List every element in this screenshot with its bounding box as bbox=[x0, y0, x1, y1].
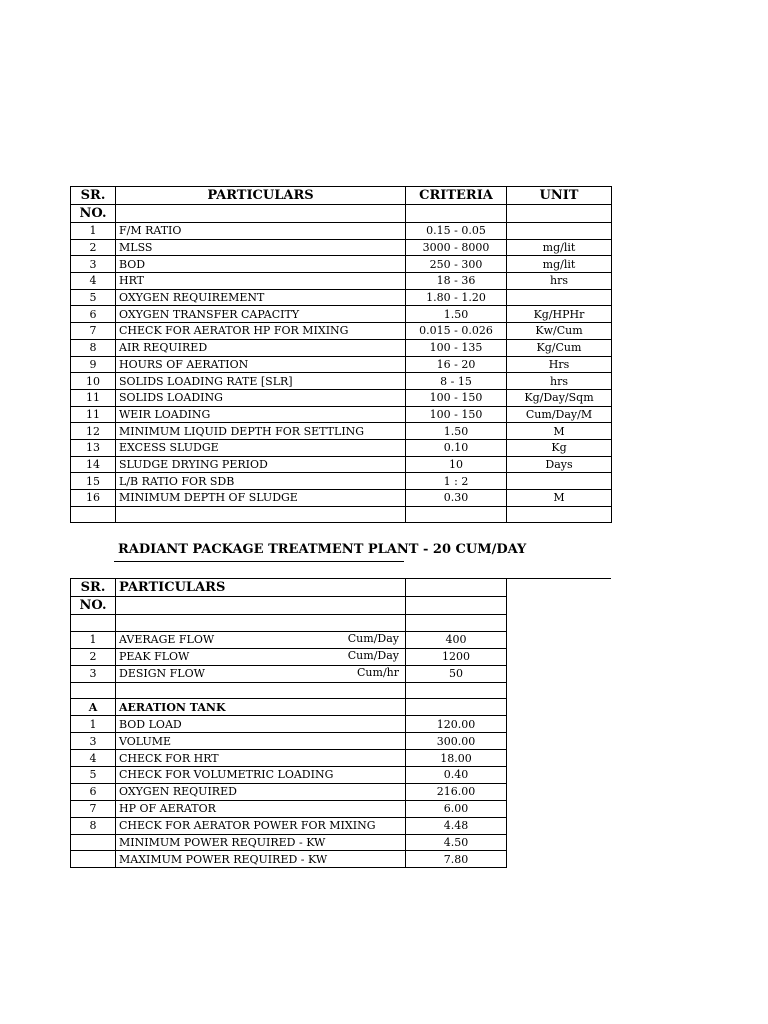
sr-cell: 6 bbox=[71, 783, 116, 800]
table-row bbox=[71, 665, 507, 682]
particulars-cell bbox=[116, 733, 406, 750]
table-row bbox=[71, 389, 612, 406]
sr-cell: 4 bbox=[71, 750, 116, 767]
sr-cell: 1 bbox=[71, 223, 116, 240]
criteria-cell: 100 - 150 bbox=[406, 389, 507, 406]
particulars-cell bbox=[116, 783, 406, 800]
particulars-cell: L/B RATIO FOR SDB bbox=[116, 473, 406, 490]
criteria-cell: 8 - 15 bbox=[406, 373, 507, 390]
particulars-label: CHECK FOR VOLUMETRIC LOADING bbox=[119, 768, 334, 782]
sr-cell: 12 bbox=[71, 423, 116, 440]
table-row bbox=[71, 439, 612, 456]
particulars-cell bbox=[116, 506, 406, 523]
unit-cell: Days bbox=[507, 456, 612, 473]
table-row bbox=[71, 323, 612, 340]
sr-cell: 1 bbox=[71, 716, 116, 733]
sr-cell: 6 bbox=[71, 306, 116, 323]
table-row bbox=[71, 356, 612, 373]
particulars-cell: OXYGEN TRANSFER CAPACITY bbox=[116, 306, 406, 323]
sr-cell: 9 bbox=[71, 356, 116, 373]
sr-cell: 8 bbox=[71, 339, 116, 356]
table-row bbox=[71, 682, 507, 699]
table-row bbox=[71, 615, 507, 632]
unit-cell: M bbox=[507, 423, 612, 440]
criteria-cell: 1.80 - 1.20 bbox=[406, 289, 507, 306]
table-row bbox=[71, 490, 612, 507]
table-row bbox=[71, 256, 612, 273]
sr-cell: 2 bbox=[71, 648, 116, 665]
criteria-header: CRITERIA bbox=[406, 187, 507, 205]
particulars-label: MINIMUM POWER REQUIRED - KW bbox=[119, 836, 326, 850]
unit-cell: mg/lit bbox=[507, 256, 612, 273]
sr-cell: 4 bbox=[71, 273, 116, 290]
value-cell: 400 bbox=[406, 631, 507, 648]
sr-cell: 3 bbox=[71, 665, 116, 682]
table-row bbox=[71, 306, 612, 323]
particulars-cell bbox=[116, 699, 406, 716]
particulars-cell: WEIR LOADING bbox=[116, 406, 406, 423]
sr-cell: 16 bbox=[71, 490, 116, 507]
particulars-label: AERATION TANK bbox=[119, 700, 226, 714]
sr-cell: 1 bbox=[71, 631, 116, 648]
criteria-header-row bbox=[71, 187, 612, 205]
table-row bbox=[71, 406, 612, 423]
criteria-cell: 18 - 36 bbox=[406, 273, 507, 290]
criteria-table bbox=[70, 186, 612, 523]
criteria-cell: 0.30 bbox=[406, 490, 507, 507]
table-row bbox=[71, 239, 612, 256]
sr-cell bbox=[71, 615, 116, 632]
particulars-cell: HOURS OF AERATION bbox=[116, 356, 406, 373]
table-row bbox=[71, 373, 612, 390]
criteria-cell: 0.15 - 0.05 bbox=[406, 223, 507, 240]
sr-cell: 3 bbox=[71, 733, 116, 750]
criteria-cell: 0.10 bbox=[406, 439, 507, 456]
criteria-cell: 100 - 150 bbox=[406, 406, 507, 423]
table-row bbox=[71, 699, 507, 716]
table-row bbox=[71, 716, 507, 733]
unit-cell: Kg/Day/Sqm bbox=[507, 389, 612, 406]
table-row bbox=[71, 834, 507, 851]
value-cell: 0.40 bbox=[406, 767, 507, 784]
unit-cell: hrs bbox=[507, 273, 612, 290]
unit-cell bbox=[507, 289, 612, 306]
particulars-cell: SOLIDS LOADING RATE [SLR] bbox=[116, 373, 406, 390]
value-cell: 6.00 bbox=[406, 800, 507, 817]
value-cell bbox=[406, 615, 507, 632]
particulars-cell bbox=[116, 767, 406, 784]
sr-cell: 5 bbox=[71, 767, 116, 784]
table-row bbox=[71, 631, 507, 648]
unit-cell: hrs bbox=[507, 373, 612, 390]
particulars-label: AVERAGE FLOW bbox=[119, 633, 215, 647]
particulars-label: PEAK FLOW bbox=[119, 650, 190, 664]
particulars-cell bbox=[116, 834, 406, 851]
table-row bbox=[71, 800, 507, 817]
particulars-cell bbox=[116, 817, 406, 834]
table-row bbox=[71, 750, 507, 767]
sr-cell: 5 bbox=[71, 289, 116, 306]
table-row bbox=[71, 223, 612, 240]
particulars-label: VOLUME bbox=[119, 734, 172, 748]
table-row bbox=[71, 289, 612, 306]
unit-cell: Kg/HPHr bbox=[507, 306, 612, 323]
particulars-cell: SLUDGE DRYING PERIOD bbox=[116, 456, 406, 473]
sr-cell: 3 bbox=[71, 256, 116, 273]
particulars-cell bbox=[116, 665, 406, 682]
particulars-cell: EXCESS SLUDGE bbox=[116, 439, 406, 456]
unit-label: Cum/Day bbox=[347, 648, 399, 662]
design-header-row-2 bbox=[71, 597, 507, 615]
unit-cell: Kg/Cum bbox=[507, 339, 612, 356]
table-row bbox=[71, 506, 612, 523]
table-row bbox=[71, 767, 507, 784]
particulars-cell bbox=[116, 800, 406, 817]
sr-header: SR. bbox=[71, 579, 116, 597]
criteria-cell: 250 - 300 bbox=[406, 256, 507, 273]
particulars-cell: MINIMUM LIQUID DEPTH FOR SETTLING bbox=[116, 423, 406, 440]
table-row bbox=[71, 273, 612, 290]
table-row bbox=[71, 733, 507, 750]
sr-cell: 2 bbox=[71, 239, 116, 256]
sr-cell: 13 bbox=[71, 439, 116, 456]
value-cell: 18.00 bbox=[406, 750, 507, 767]
particulars-label: BOD LOAD bbox=[119, 717, 182, 731]
particulars-label: HP OF AERATOR bbox=[119, 802, 216, 816]
sr-cell: 14 bbox=[71, 456, 116, 473]
table-row bbox=[71, 339, 612, 356]
particulars-header: PARTICULARS bbox=[116, 187, 406, 205]
design-header-row bbox=[71, 579, 507, 597]
value-cell: 4.50 bbox=[406, 834, 507, 851]
value-cell: 7.80 bbox=[406, 851, 507, 868]
criteria-header-row-2 bbox=[71, 205, 612, 223]
table-row bbox=[71, 456, 612, 473]
sr-cell: 8 bbox=[71, 817, 116, 834]
value-cell bbox=[406, 682, 507, 699]
unit-cell bbox=[507, 223, 612, 240]
particulars-cell: MINIMUM DEPTH OF SLUDGE bbox=[116, 490, 406, 507]
table-row bbox=[71, 473, 612, 490]
criteria-cell: 16 - 20 bbox=[406, 356, 507, 373]
unit-cell: Cum/Day/M bbox=[507, 406, 612, 423]
table-row bbox=[71, 648, 507, 665]
criteria-cell: 1.50 bbox=[406, 306, 507, 323]
sr-cell: 7 bbox=[71, 323, 116, 340]
particulars-cell: SOLIDS LOADING bbox=[116, 389, 406, 406]
table-row bbox=[71, 851, 507, 868]
criteria-cell: 100 - 135 bbox=[406, 339, 507, 356]
table-row bbox=[71, 817, 507, 834]
value-cell: 300.00 bbox=[406, 733, 507, 750]
particulars-label: DESIGN FLOW bbox=[119, 667, 205, 681]
sr-cell: 11 bbox=[71, 389, 116, 406]
sr-cell bbox=[71, 506, 116, 523]
sr-header: SR. bbox=[71, 187, 116, 205]
value-cell: 120.00 bbox=[406, 716, 507, 733]
particulars-cell bbox=[116, 682, 406, 699]
sr-cell: A bbox=[71, 699, 116, 716]
unit-cell: mg/lit bbox=[507, 239, 612, 256]
unit-cell: Hrs bbox=[507, 356, 612, 373]
unit-cell: Kw/Cum bbox=[507, 323, 612, 340]
particulars-cell: MLSS bbox=[116, 239, 406, 256]
unit-cell: M bbox=[507, 490, 612, 507]
sr-cell: 10 bbox=[71, 373, 116, 390]
particulars-cell bbox=[116, 648, 406, 665]
unit-cell bbox=[507, 506, 612, 523]
value-cell bbox=[406, 699, 507, 716]
no-header: NO. bbox=[71, 597, 116, 615]
unit-header: UNIT bbox=[507, 187, 612, 205]
particulars-cell: CHECK FOR AERATOR HP FOR MIXING bbox=[116, 323, 406, 340]
sr-cell: 15 bbox=[71, 473, 116, 490]
particulars-label: OXYGEN REQUIRED bbox=[119, 785, 237, 799]
criteria-cell: 10 bbox=[406, 456, 507, 473]
particulars-cell bbox=[116, 716, 406, 733]
particulars-cell bbox=[116, 750, 406, 767]
criteria-cell: 1.50 bbox=[406, 423, 507, 440]
criteria-cell: 1 : 2 bbox=[406, 473, 507, 490]
criteria-cell: 3000 - 8000 bbox=[406, 239, 507, 256]
unit-label: Cum/hr bbox=[357, 665, 399, 679]
particulars-cell bbox=[116, 631, 406, 648]
particulars-cell: OXYGEN REQUIREMENT bbox=[116, 289, 406, 306]
sr-cell bbox=[71, 682, 116, 699]
particulars-label: CHECK FOR HRT bbox=[119, 751, 219, 765]
sr-cell bbox=[71, 851, 116, 868]
value-cell: 216.00 bbox=[406, 783, 507, 800]
particulars-cell: F/M RATIO bbox=[116, 223, 406, 240]
design-table bbox=[70, 578, 507, 868]
sr-cell bbox=[71, 834, 116, 851]
criteria-cell bbox=[406, 506, 507, 523]
criteria-cell: 0.015 - 0.026 bbox=[406, 323, 507, 340]
particulars-label: CHECK FOR AERATOR POWER FOR MIXING bbox=[119, 819, 376, 833]
sr-cell: 7 bbox=[71, 800, 116, 817]
particulars-label: MAXIMUM POWER REQUIRED - KW bbox=[119, 852, 328, 866]
particulars-cell bbox=[116, 851, 406, 868]
particulars-cell: HRT bbox=[116, 273, 406, 290]
table-row bbox=[71, 423, 612, 440]
no-header: NO. bbox=[71, 205, 116, 223]
particulars-cell bbox=[116, 615, 406, 632]
unit-cell: Kg bbox=[507, 439, 612, 456]
value-cell: 1200 bbox=[406, 648, 507, 665]
sr-cell: 11 bbox=[71, 406, 116, 423]
value-cell: 4.48 bbox=[406, 817, 507, 834]
plant-title: RADIANT PACKAGE TREATMENT PLANT - 20 CUM/DAY bbox=[114, 541, 404, 562]
table-row bbox=[71, 783, 507, 800]
unit-cell bbox=[507, 473, 612, 490]
particulars-header: PARTICULARS bbox=[116, 579, 406, 597]
unit-label: Cum/Day bbox=[347, 631, 399, 645]
particulars-cell: AIR REQUIRED bbox=[116, 339, 406, 356]
particulars-cell: BOD bbox=[116, 256, 406, 273]
value-cell: 50 bbox=[406, 665, 507, 682]
